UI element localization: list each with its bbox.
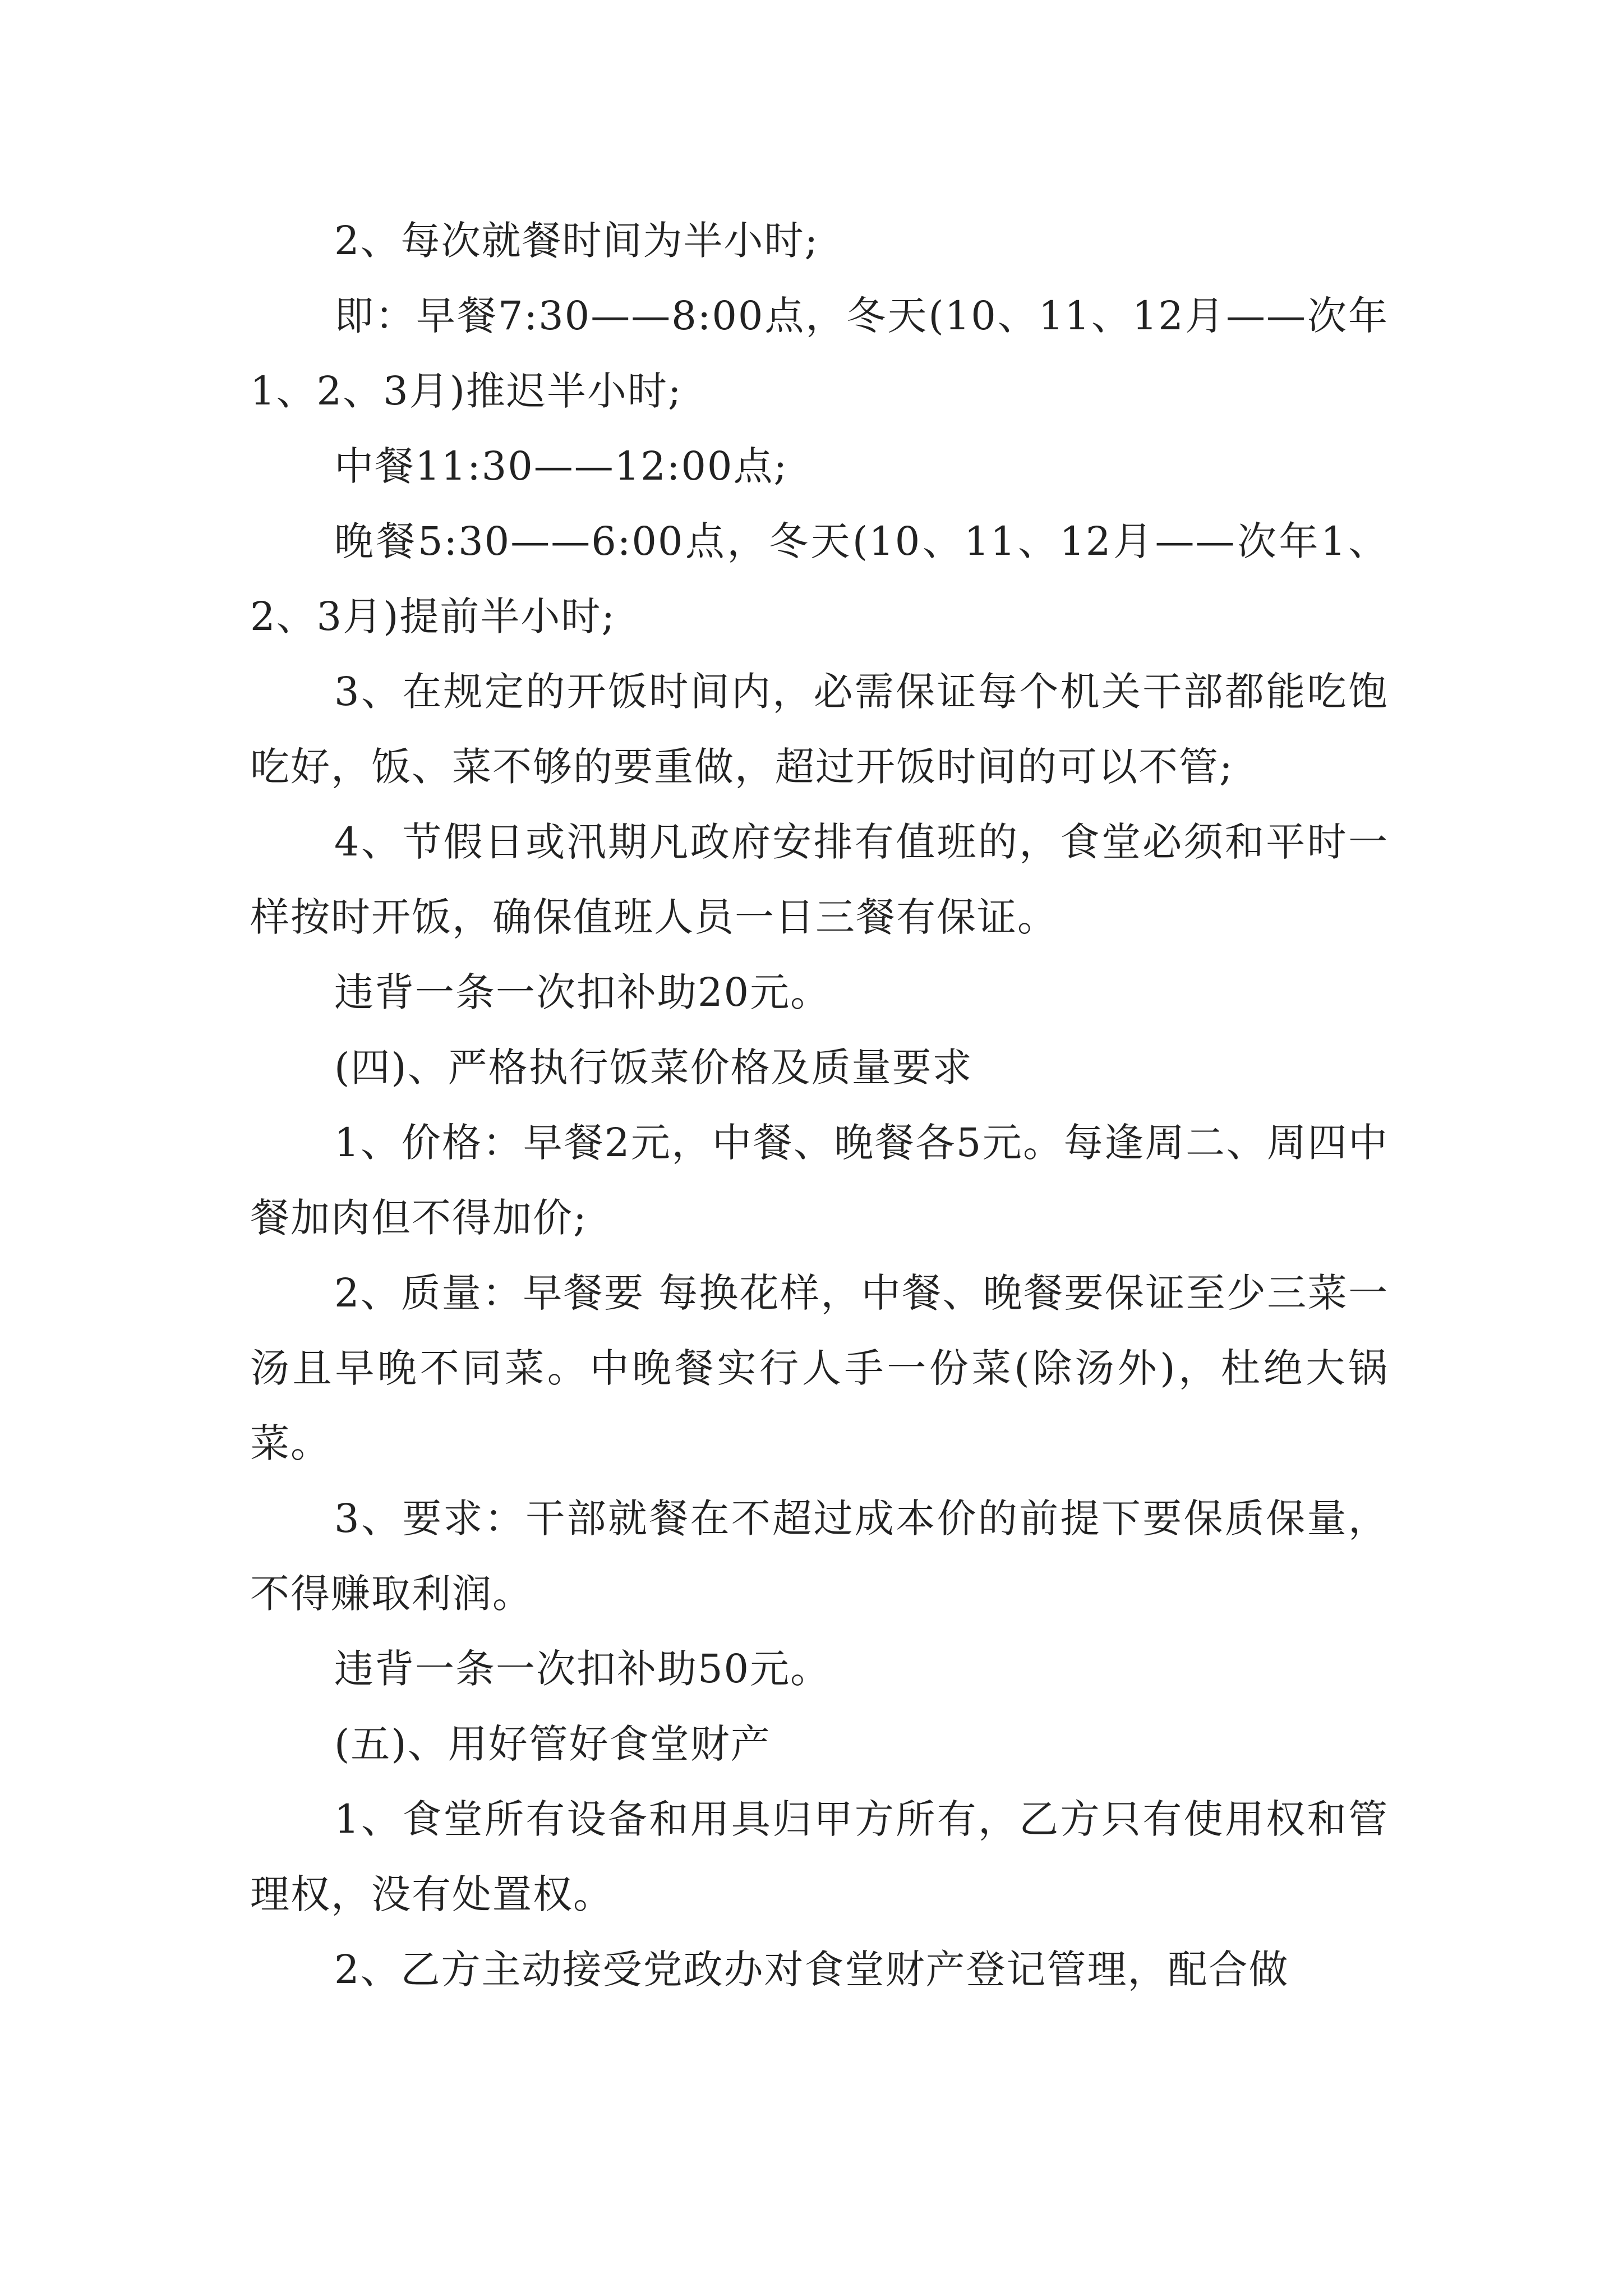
section-heading-4: (四)、严格执行饭菜价格及质量要求 [334, 1045, 973, 1091]
paragraph-dinner-time: 晚餐5:30——6:00点，冬天(10、11、12月——次年1、2、3月)提前半小时; [250, 518, 1389, 639]
paragraph-property-1: 1、食堂所有设备和用具归甲方所有，乙方只有使用权和管理权，没有处置权。 [250, 1796, 1389, 1917]
paragraph-price: 1、价格：早餐2元，中餐、晚餐各5元。每逢周二、周四中餐加肉但不得加价; [250, 1120, 1389, 1241]
paragraph-penalty-20: 违背一条一次扣补助20元。 [334, 969, 831, 1015]
section-heading-5: (五)、用好管好食堂财产 [334, 1721, 771, 1767]
paragraph-rule-3: 3、在规定的开饭时间内，必需保证每个机关干部都能吃饱吃好，饭、菜不够的要重做，超过开饭时间的可以不管; [250, 669, 1389, 790]
paragraph-requirement: 3、要求：干部就餐在不超过成本价的前提下要保质保量，不得赚取利润。 [250, 1496, 1389, 1617]
paragraph-quality: 2、质量：早餐要 每换花样，中餐、晚餐要保证至少三菜一汤且早晚不同菜。中晚餐实行人手一份菜(除汤外)，杜绝大锅菜。 [250, 1270, 1389, 1466]
paragraph-property-2: 2、乙方主动接受党政办对食堂财产登记管理，配合做 [334, 1947, 1289, 1993]
paragraph-meal-duration: 2、每次就餐时间为半小时; [334, 218, 819, 264]
paragraph-lunch-time: 中餐11:30——12:00点; [334, 443, 789, 489]
paragraph-rule-4: 4、节假日或汛期凡政府安排有值班的，食堂必须和平时一样按时开饭，确保值班人员一日三餐有保证。 [250, 819, 1389, 940]
body-text [250, 203, 1389, 2007]
paragraph-breakfast-time: 即：早餐7:30——8:00点，冬天(10、11、12月——次年1、2、3月)推迟半小时; [250, 293, 1389, 414]
paragraph-penalty-50: 违背一条一次扣补助50元。 [334, 1646, 831, 1692]
